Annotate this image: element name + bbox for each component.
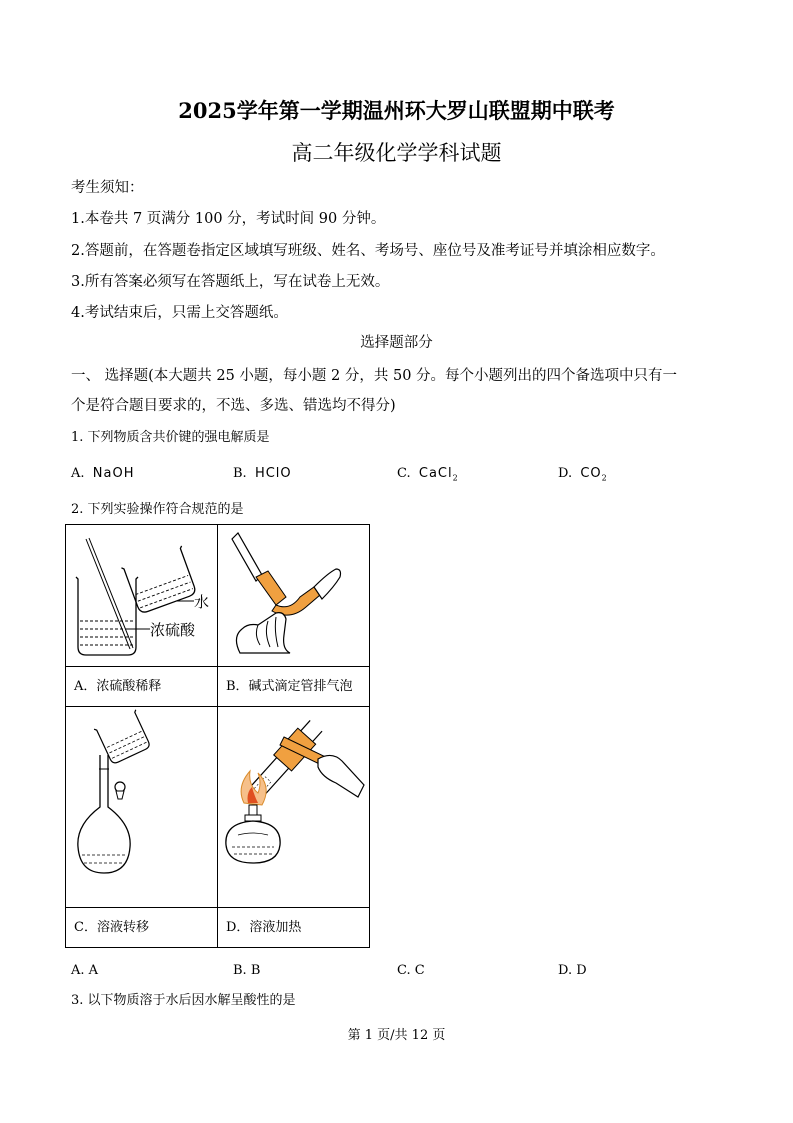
burette-bubble-illustration: [218, 525, 369, 662]
figure-d-caption: D．溶液加热: [218, 908, 370, 948]
notice-heading: 考生须知：: [71, 180, 144, 196]
question-1-option-d[interactable]: D. $CO_2$: [558, 466, 607, 483]
figure-a-caption: A．浓硫酸稀释: [66, 667, 218, 707]
question-2-stem: 2. 下列实验操作符合规范的是: [71, 502, 244, 517]
figure-b-caption: B．碱式滴定管排气泡: [218, 667, 370, 707]
section-name: 选择题部分: [360, 335, 433, 351]
notice-item-2: 2.答题前，在答题卷指定区域填写班级、姓名、考场号、座位号及准考证号并填涂相应数字。: [71, 243, 665, 259]
question-2-option-c[interactable]: C. C: [397, 963, 425, 978]
figure-c-cell: [66, 707, 218, 908]
acid-dilution-illustration: [66, 525, 217, 662]
question-1-option-c[interactable]: C. CaCl$_2$: [397, 466, 458, 483]
question-1-stem: 1. 下列物质含共价键的强电解质是: [71, 430, 270, 445]
section-instruction-line1: 一、 选择题(本大题共 25 小题，每小题 2 分，共 50 分。每个小题列出的四个备选项中只有一: [71, 368, 678, 384]
acid-label: 浓硫酸: [150, 621, 196, 639]
exam-subtitle: 高二年级化学学科试题: [291, 141, 502, 165]
solution-heating-illustration: [218, 707, 369, 903]
figure-c-caption: C．溶液转移: [66, 908, 218, 948]
solution-transfer-illustration: [66, 707, 217, 903]
figure-b-cell: [218, 525, 370, 667]
question-2-option-b[interactable]: B. B: [233, 963, 261, 978]
notice-item-1: 1.本卷共 7 页满分 100 分，考试时间 90 分钟。: [71, 211, 386, 227]
question-2-figure-table: [65, 524, 370, 948]
page-footer: 第 1 页/共 12 页: [347, 1028, 446, 1043]
question-2-option-d[interactable]: D. D: [558, 963, 587, 978]
water-label: 水: [194, 593, 210, 611]
question-2-option-a[interactable]: A. A: [71, 963, 99, 978]
figure-a-cell: [66, 525, 218, 667]
exam-title: 2025学年第一学期温州环大罗山联盟期中联考: [178, 98, 615, 123]
notice-item-3: 3.所有答案必须写在答题纸上，写在试卷上无效。: [71, 274, 390, 290]
notice-item-4: 4.考试结束后，只需上交答题纸。: [71, 305, 288, 321]
question-1-option-b[interactable]: B. HClO: [233, 466, 292, 481]
figure-d-cell: [218, 707, 370, 908]
question-1-option-a[interactable]: A. NaOH: [71, 466, 135, 481]
question-3-stem: 3. 以下物质溶于水后因水解呈酸性的是: [71, 993, 296, 1008]
section-instruction-line2: 个是符合题目要求的，不选、多选、错选均不得分): [71, 398, 396, 414]
